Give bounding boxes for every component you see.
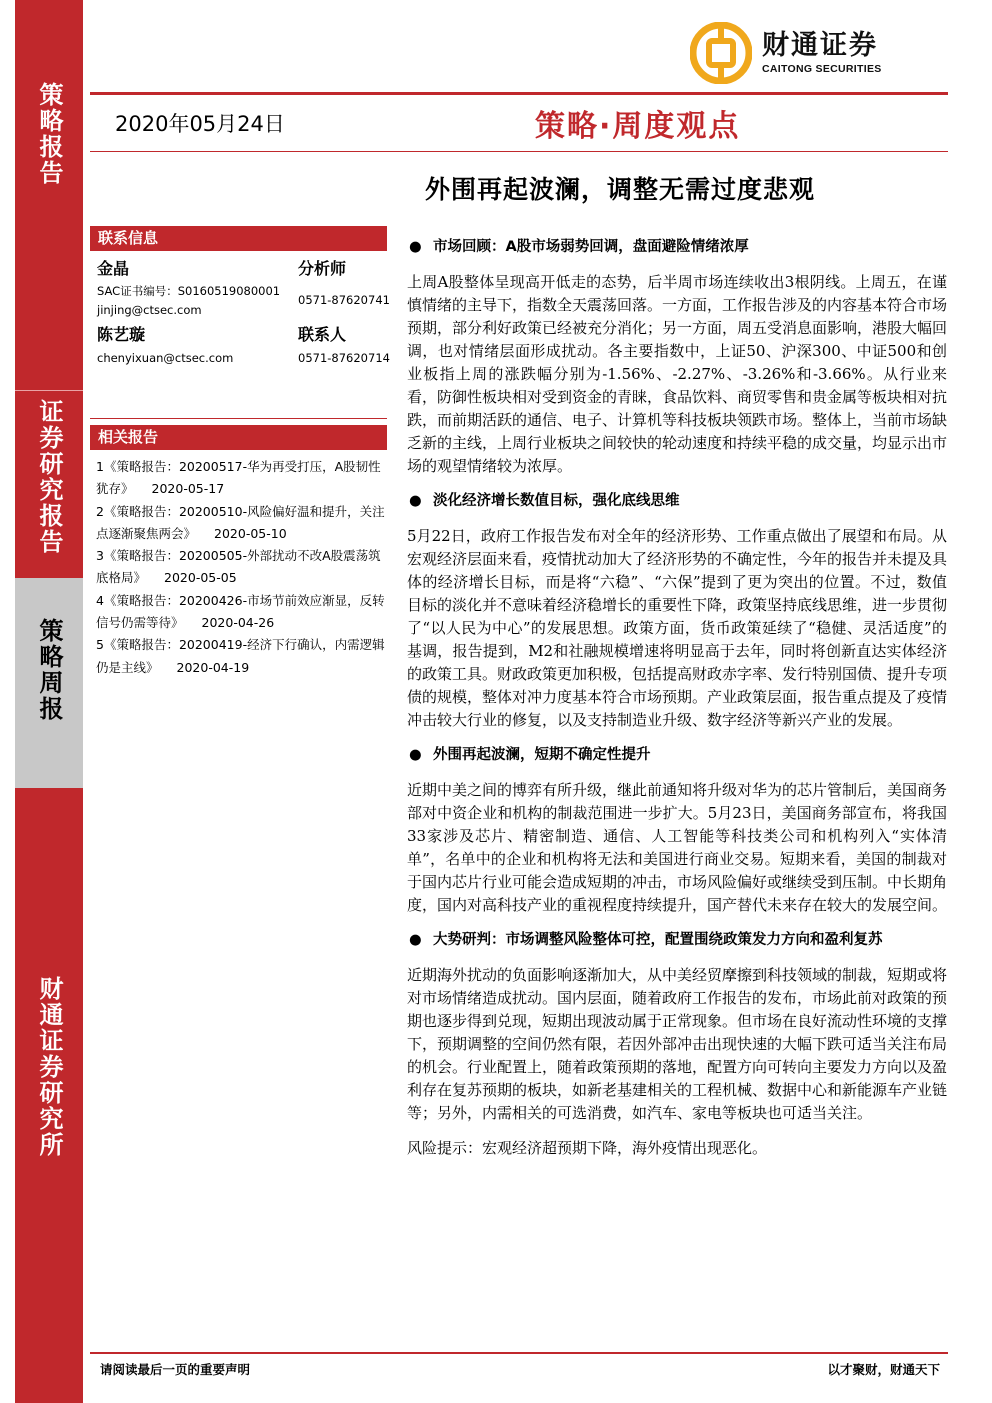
page-title: 外围再起波澜，调整无需过度悲观: [425, 175, 816, 204]
brand-name-cn: 财通证券: [762, 30, 878, 61]
related-item-date: 2020-04-19: [176, 659, 250, 675]
report-type: 策略·周度观点: [535, 109, 741, 144]
related-item-date: 2020-05-05: [164, 570, 237, 586]
section-paragraph: 近期中美之间的博弈有所升级，继此前通知将升级对华为的芯片管制后，美国商务部对中资企业和机构的制裁范围进一步扩大。5月23日，美国商务部宣布，将我国33家涉及芯片、精密制造、通信、人工智能等科技类公司和机构列入“实体清单”，名单中的企业和机构将无法和美国进行商业交易。短期来看，美国的制裁对于国内芯片行业可能会造成短期的冲击，市场风险偏好或继续受到压制。中长期角度，国内对高科技产业的重视程度持续提升，国产替代未来存在较大的发展空间。: [407, 781, 948, 914]
related-item-title: 5《策略报告：20200419-经济下行确认，内需逻辑仍是主线》: [96, 637, 385, 675]
sidebar-bottom: [15, 788, 83, 1403]
contact-phone: 0571-87620714: [298, 351, 390, 365]
section-paragraph: 5月22日，政府工作报告发布对全年的经济形势、工作重点做出了展望和布局。从宏观经济层面来看，疫情扰动加大了经济形势的不确定性，今年的报告并未提及具体的经济增长目标，而是将“六稳”、“六保”提到了更为突出的位置。不过，数值目标的淡化并不意味着经济稳增长的重要性下降，政策坚持底线思维，进一步贯彻了“以人民为中心”的发展思想。政策方面，货币政策延续了“稳健、灵活适度”的基调，报告提到，M2和社融规模增速将明显高于去年，同时将创新直达实体经济的政策工具。财政政策更加积极，包括提高财政赤字率、发行特别国债、提升专项债的规模，整体对冲力度基本符合市场预期。产业政策层面，报告重点提及了疫情冲击较大行业的修复，以及支持制造业升级、数字经济等新兴产业的发展。: [407, 527, 948, 729]
analyst-sac: SAC证书编号：S0160519080001: [97, 284, 281, 298]
section-heading: [407, 490, 947, 512]
header-rule: [90, 92, 948, 95]
sidebar-grey-label: 策略周报: [35, 618, 63, 722]
bullet-icon: ●: [409, 747, 422, 763]
bullet-icon: ●: [409, 932, 422, 948]
header-divider: [90, 151, 948, 152]
related-heading: 相关报告: [90, 425, 387, 450]
analyst-role: 分析师: [298, 259, 347, 278]
risk-notice: 风险提示：宏观经济超预期下降，海外疫情出现恶化。: [407, 1139, 768, 1157]
sidebar-top: [15, 0, 83, 390]
related-item-title: 3《策略报告：20200505-外部扰动不改A股震荡筑底格局》: [96, 548, 381, 586]
panel-divider: [90, 418, 387, 419]
contacts-heading: 联系信息: [90, 226, 387, 251]
footer-slogan: 以才聚财，财通天下: [827, 1362, 940, 1377]
bullet-icon: ●: [409, 493, 422, 509]
contact-role: 联系人: [298, 325, 347, 344]
related-item-date: 2020-05-17: [151, 481, 225, 497]
contact-name: 陈艺璇: [97, 325, 146, 344]
related-item-date: 2020-05-10: [214, 525, 287, 541]
analyst-name: 金晶: [97, 259, 130, 278]
brand-name-en: CAITONG SECURITIES: [762, 63, 882, 75]
footer-disclaimer-link[interactable]: 请阅读最后一页的重要声明: [100, 1362, 251, 1377]
related-item[interactable]: [96, 590, 388, 635]
sidebar: [15, 0, 83, 1403]
related-list: [96, 456, 388, 679]
contact-email[interactable]: chenyixuan@ctsec.com: [97, 351, 234, 365]
section-heading-text: 大势研判：市场调整风险整体可控，配置围绕政策发力方向和盈利复苏: [433, 932, 883, 948]
report-date: 2020年05月24日: [115, 112, 285, 136]
related-item-title: 1《策略报告：20200517-华为再受打压，A股韧性犹存》: [96, 459, 381, 497]
section-heading: [407, 744, 947, 766]
sidebar-bottom-label: 财通证券研究所: [35, 976, 63, 1158]
sidebar-grey: [15, 578, 83, 788]
related-item-date: 2020-04-26: [201, 615, 275, 631]
brand-logo: [690, 22, 882, 84]
sidebar-middle-label: 证券研究报告: [35, 399, 63, 555]
analyst-phone: 0571-87620741: [298, 293, 390, 307]
analyst-email[interactable]: jinjing@ctsec.com: [97, 303, 202, 317]
section-heading-text: 市场回顾：A股市场弱势回调，盘面避险情绪浓厚: [433, 239, 749, 255]
sidebar-middle: [15, 390, 83, 578]
related-item[interactable]: [96, 501, 388, 546]
section-heading-text: 外围再起波澜，短期不确定性提升: [433, 747, 651, 763]
section-heading-text: 淡化经济增长数值目标，强化底线思维: [433, 493, 680, 509]
related-item[interactable]: [96, 634, 388, 679]
section-paragraph: 上周A股整体呈现高开低走的态势，后半周市场连续收出3根阴线。上周五，在谨慎情绪的主导下，指数全天震荡回落。一方面，工作报告涉及的内容基本符合市场预期，部分利好政策已经被充分消化；另一方面，周五受消息面影响，港股大幅回调，也对情绪层面形成扰动。各主要指数中，上证50、沪深300、中证500和创业板指上周的涨跌幅分别为-1.56%、-2.27%、-3.26%和-3.66%。从行业来看，防御性板块相对受到资金的青睐，食品饮料、商贸零售和贵金属等板块相对抗跌，而前期活跃的通信、电子、计算机等科技板块领跌市场。整体上，当前市场缺乏新的主线，上周行业板块之间较快的轮动速度和持续平稳的成交量，均显示出市场的观望情绪较为浓厚。: [407, 273, 948, 475]
related-item[interactable]: [96, 456, 388, 501]
bullet-icon: ●: [409, 239, 422, 255]
section-paragraph: 近期海外扰动的负面影响逐渐加大，从中美经贸摩擦到科技领域的制裁，短期或将对市场情绪造成扰动。国内层面，随着政府工作报告的发布，市场此前对政策的预期也逐步得到兑现，短期出现波动属于正常现象。但市场在良好流动性环境的支撑下，预期调整的空间仍然有限，若因外部冲击出现快速的大幅下跌可适当关注布局的机会。行业配置上，随着政策预期的落地，配置方向可转向主要发力方向以及盈利存在复苏预期的板块，如新老基建相关的工程机械、数据中心和新能源车产业链等；另外，内需相关的可选消费，如汽车、家电等板块也可适当关注。: [407, 966, 948, 1122]
related-item-title: 4《策略报告：20200426-市场节前效应渐显，反转信号仍需等待》: [96, 592, 385, 631]
sidebar-top-label: 策略报告: [35, 82, 63, 186]
report-body: [407, 236, 947, 1160]
section-heading: [407, 236, 947, 258]
section-heading: [407, 929, 947, 951]
related-item[interactable]: [96, 545, 388, 590]
footer-rule: [90, 1352, 948, 1354]
related-item-title: 2《策略报告：20200510-风险偏好温和提升，关注点逐渐聚焦两会》: [96, 503, 385, 541]
coin-logo-icon: [690, 22, 752, 84]
